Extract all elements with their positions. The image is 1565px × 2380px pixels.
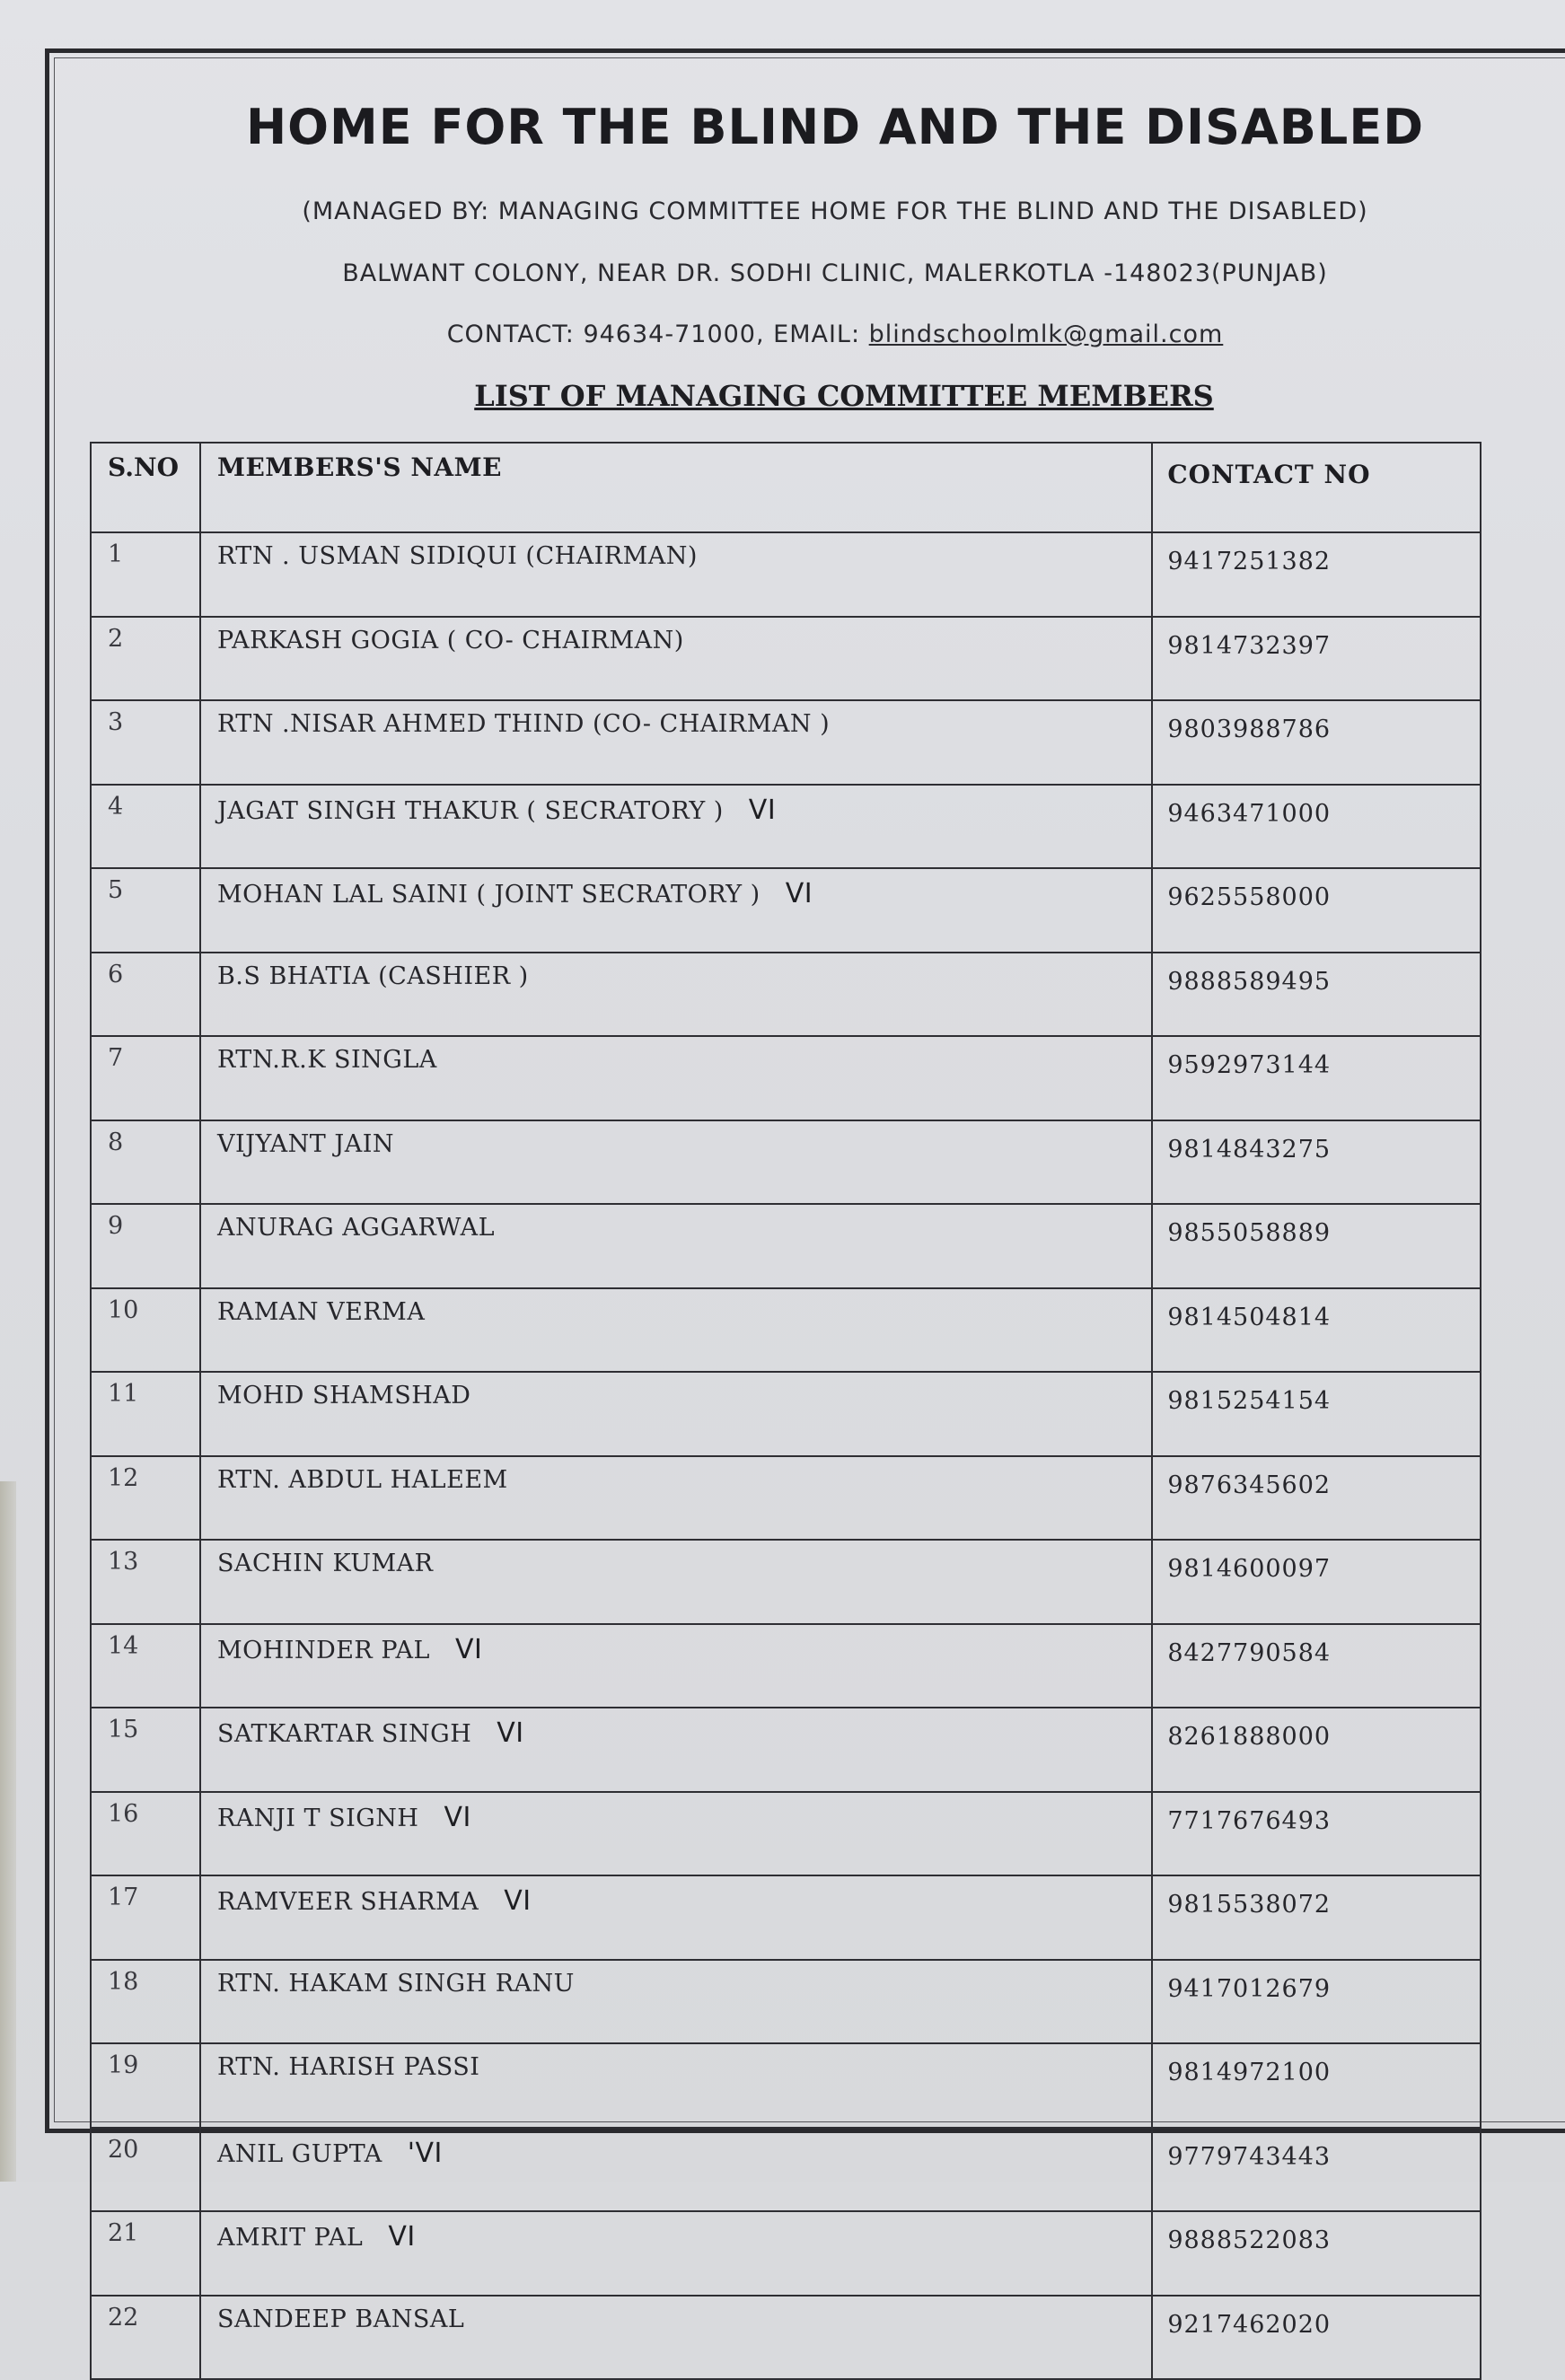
contact-number: 9803988786 xyxy=(1152,700,1481,785)
serial-number: 12 xyxy=(91,1456,200,1541)
member-name: JAGAT SINGH THAKUR ( SECRATORY ) xyxy=(216,796,724,825)
member-name-cell xyxy=(200,1036,1152,1120)
column-header-name: MEMBERS'S NAME xyxy=(200,443,1152,532)
member-name-cell xyxy=(200,617,1152,701)
serial-number: 3 xyxy=(91,700,200,785)
member-name-cell xyxy=(200,2211,1152,2296)
vi-mark: VI xyxy=(785,878,813,909)
contact-number: 9417012679 xyxy=(1152,1960,1481,2044)
member-name: RAMVEER SHARMA xyxy=(216,1888,479,1916)
contact-prefix: CONTACT: 94634-71000, EMAIL: xyxy=(446,321,869,348)
member-name: SACHIN KUMAR xyxy=(216,1550,434,1577)
vi-mark: VI xyxy=(748,794,777,826)
member-name: RTN. ABDUL HALEEM xyxy=(216,1465,508,1494)
contact-number: 9625558000 xyxy=(1152,868,1481,953)
member-name: ANIL GUPTA xyxy=(216,2139,382,2168)
vi-mark: 'VI xyxy=(407,2137,443,2169)
table-row xyxy=(91,868,1481,953)
contact-number: 9217462020 xyxy=(1152,2296,1481,2380)
contact-number: 9463471000 xyxy=(1152,785,1481,869)
member-name: RTN. HARISH PASSI xyxy=(216,2053,480,2081)
email-link[interactable]: blindschoolmlk@gmail.com xyxy=(868,321,1224,348)
table-row xyxy=(91,617,1481,701)
member-name: RANJI T SIGNH xyxy=(216,1804,419,1832)
column-header-contact: CONTACT NO xyxy=(1152,443,1481,532)
member-name: MOHD SHAMSHAD xyxy=(216,1382,471,1410)
table-row xyxy=(91,1288,1481,1373)
table-row xyxy=(91,1792,1481,1876)
member-name-cell xyxy=(200,2128,1152,2212)
member-name: B.S BHATIA (CASHIER ) xyxy=(216,962,529,990)
member-name-cell xyxy=(200,2296,1152,2380)
member-name-cell xyxy=(200,785,1152,869)
serial-number: 17 xyxy=(91,1875,200,1960)
serial-number: 22 xyxy=(91,2296,200,2380)
member-name: RTN .NISAR AHMED THIND (CO- CHAIRMAN ) xyxy=(216,710,831,738)
serial-number: 4 xyxy=(91,785,200,869)
member-name-cell xyxy=(200,1456,1152,1541)
serial-number: 11 xyxy=(91,1372,200,1456)
member-name-cell xyxy=(200,1875,1152,1960)
member-name: SATKARTAR SINGH xyxy=(216,1720,472,1748)
member-name: MOHAN LAL SAINI ( JOINT SECRATORY ) xyxy=(216,881,761,909)
vi-mark: VI xyxy=(388,2221,416,2253)
member-name: VIJYANT JAIN xyxy=(216,1129,394,1158)
contact-number: 8261888000 xyxy=(1152,1708,1481,1792)
contact-number: 9815254154 xyxy=(1152,1372,1481,1456)
table-row xyxy=(91,953,1481,1037)
serial-number: 18 xyxy=(91,1960,200,2044)
table-row xyxy=(91,1540,1481,1624)
member-name: ANURAG AGGARWAL xyxy=(216,1214,496,1242)
member-name: PARKASH GOGIA ( CO- CHAIRMAN) xyxy=(216,626,684,654)
table-row xyxy=(91,1624,1481,1708)
member-name-cell xyxy=(200,1708,1152,1792)
table-row xyxy=(91,1960,1481,2044)
contact-number: 9888522083 xyxy=(1152,2211,1481,2296)
serial-number: 20 xyxy=(91,2128,200,2212)
contact-number: 9814504814 xyxy=(1152,1288,1481,1373)
contact-number: 9814600097 xyxy=(1152,1540,1481,1624)
table-row xyxy=(91,1204,1481,1288)
member-name-cell xyxy=(200,1204,1152,1288)
contact-number: 9814732397 xyxy=(1152,617,1481,701)
table-row xyxy=(91,785,1481,869)
table-row xyxy=(91,532,1481,617)
members-table-body xyxy=(91,532,1481,2379)
serial-number: 9 xyxy=(91,1204,200,1288)
member-name: RTN. HAKAM SINGH RANU xyxy=(216,1969,575,1998)
table-header-row xyxy=(91,443,1481,532)
managed-by-line: (MANAGED BY: MANAGING COMMITTEE HOME FOR THE BLIND AND THE DISABLED) xyxy=(302,198,1368,225)
serial-number: 21 xyxy=(91,2211,200,2296)
vi-mark: VI xyxy=(497,1717,524,1749)
serial-number: 10 xyxy=(91,1288,200,1373)
serial-number: 6 xyxy=(91,953,200,1037)
contact-number: 9815538072 xyxy=(1152,1875,1481,1960)
contact-number: 9855058889 xyxy=(1152,1204,1481,1288)
contact-number: 9876345602 xyxy=(1152,1456,1481,1541)
contact-line xyxy=(135,321,1535,348)
serial-number: 2 xyxy=(91,617,200,701)
member-name: SANDEEP BANSAL xyxy=(216,2305,465,2333)
contact-number: 7717676493 xyxy=(1152,1792,1481,1876)
background-edge xyxy=(0,1481,16,2182)
member-name-cell xyxy=(200,1288,1152,1373)
member-name-cell xyxy=(200,532,1152,617)
table-row xyxy=(91,1708,1481,1792)
contact-number: 9888589495 xyxy=(1152,953,1481,1037)
member-name-cell xyxy=(200,1624,1152,1708)
column-header-sno: S.NO xyxy=(91,443,200,532)
table-row xyxy=(91,2296,1481,2380)
serial-number: 14 xyxy=(91,1624,200,1708)
vi-mark: VI xyxy=(504,1885,532,1917)
serial-number: 13 xyxy=(91,1540,200,1624)
table-row xyxy=(91,1456,1481,1541)
member-name-cell xyxy=(200,1540,1152,1624)
member-name-cell xyxy=(200,700,1152,785)
members-table xyxy=(90,442,1481,2380)
contact-number: 9814972100 xyxy=(1152,2043,1481,2128)
table-row xyxy=(91,1372,1481,1456)
serial-number: 15 xyxy=(91,1708,200,1792)
table-row xyxy=(91,1120,1481,1205)
serial-number: 8 xyxy=(91,1120,200,1205)
member-name: RTN.R.K SINGLA xyxy=(216,1046,437,1074)
member-name-cell xyxy=(200,953,1152,1037)
vi-mark: VI xyxy=(444,1801,471,1833)
vi-mark: VI xyxy=(454,1633,483,1665)
member-name-cell xyxy=(200,1960,1152,2044)
table-row xyxy=(91,700,1481,785)
contact-number: 9417251382 xyxy=(1152,532,1481,617)
member-name: RTN . USMAN SIDIQUI (CHAIRMAN) xyxy=(216,542,698,570)
document-title: HOME FOR THE BLIND AND THE DISABLED xyxy=(245,99,1425,155)
serial-number: 1 xyxy=(91,532,200,617)
contact-number: 9779743443 xyxy=(1152,2128,1481,2212)
member-name: RAMAN VERMA xyxy=(216,1297,426,1326)
table-row xyxy=(91,2211,1481,2296)
serial-number: 5 xyxy=(91,868,200,953)
serial-number: 7 xyxy=(91,1036,200,1120)
member-name-cell xyxy=(200,1372,1152,1456)
table-row xyxy=(91,2043,1481,2128)
contact-number: 9592973144 xyxy=(1152,1036,1481,1120)
member-name: AMRIT PAL xyxy=(216,2224,364,2252)
table-row xyxy=(91,2128,1481,2212)
member-name-cell xyxy=(200,868,1152,953)
table-row xyxy=(91,1036,1481,1120)
contact-number: 8427790584 xyxy=(1152,1624,1481,1708)
address-line: BALWANT COLONY, NEAR DR. SODHI CLINIC, MALERKOTLA -148023(PUNJAB) xyxy=(342,259,1328,287)
list-heading: LIST OF MANAGING COMMITTEE MEMBERS xyxy=(474,379,1214,413)
member-name: MOHINDER PAL xyxy=(216,1636,430,1664)
serial-number: 19 xyxy=(91,2043,200,2128)
table-row xyxy=(91,1875,1481,1960)
serial-number: 16 xyxy=(91,1792,200,1876)
contact-number: 9814843275 xyxy=(1152,1120,1481,1205)
member-name-cell xyxy=(200,1120,1152,1205)
member-name-cell xyxy=(200,1792,1152,1876)
member-name-cell xyxy=(200,2043,1152,2128)
